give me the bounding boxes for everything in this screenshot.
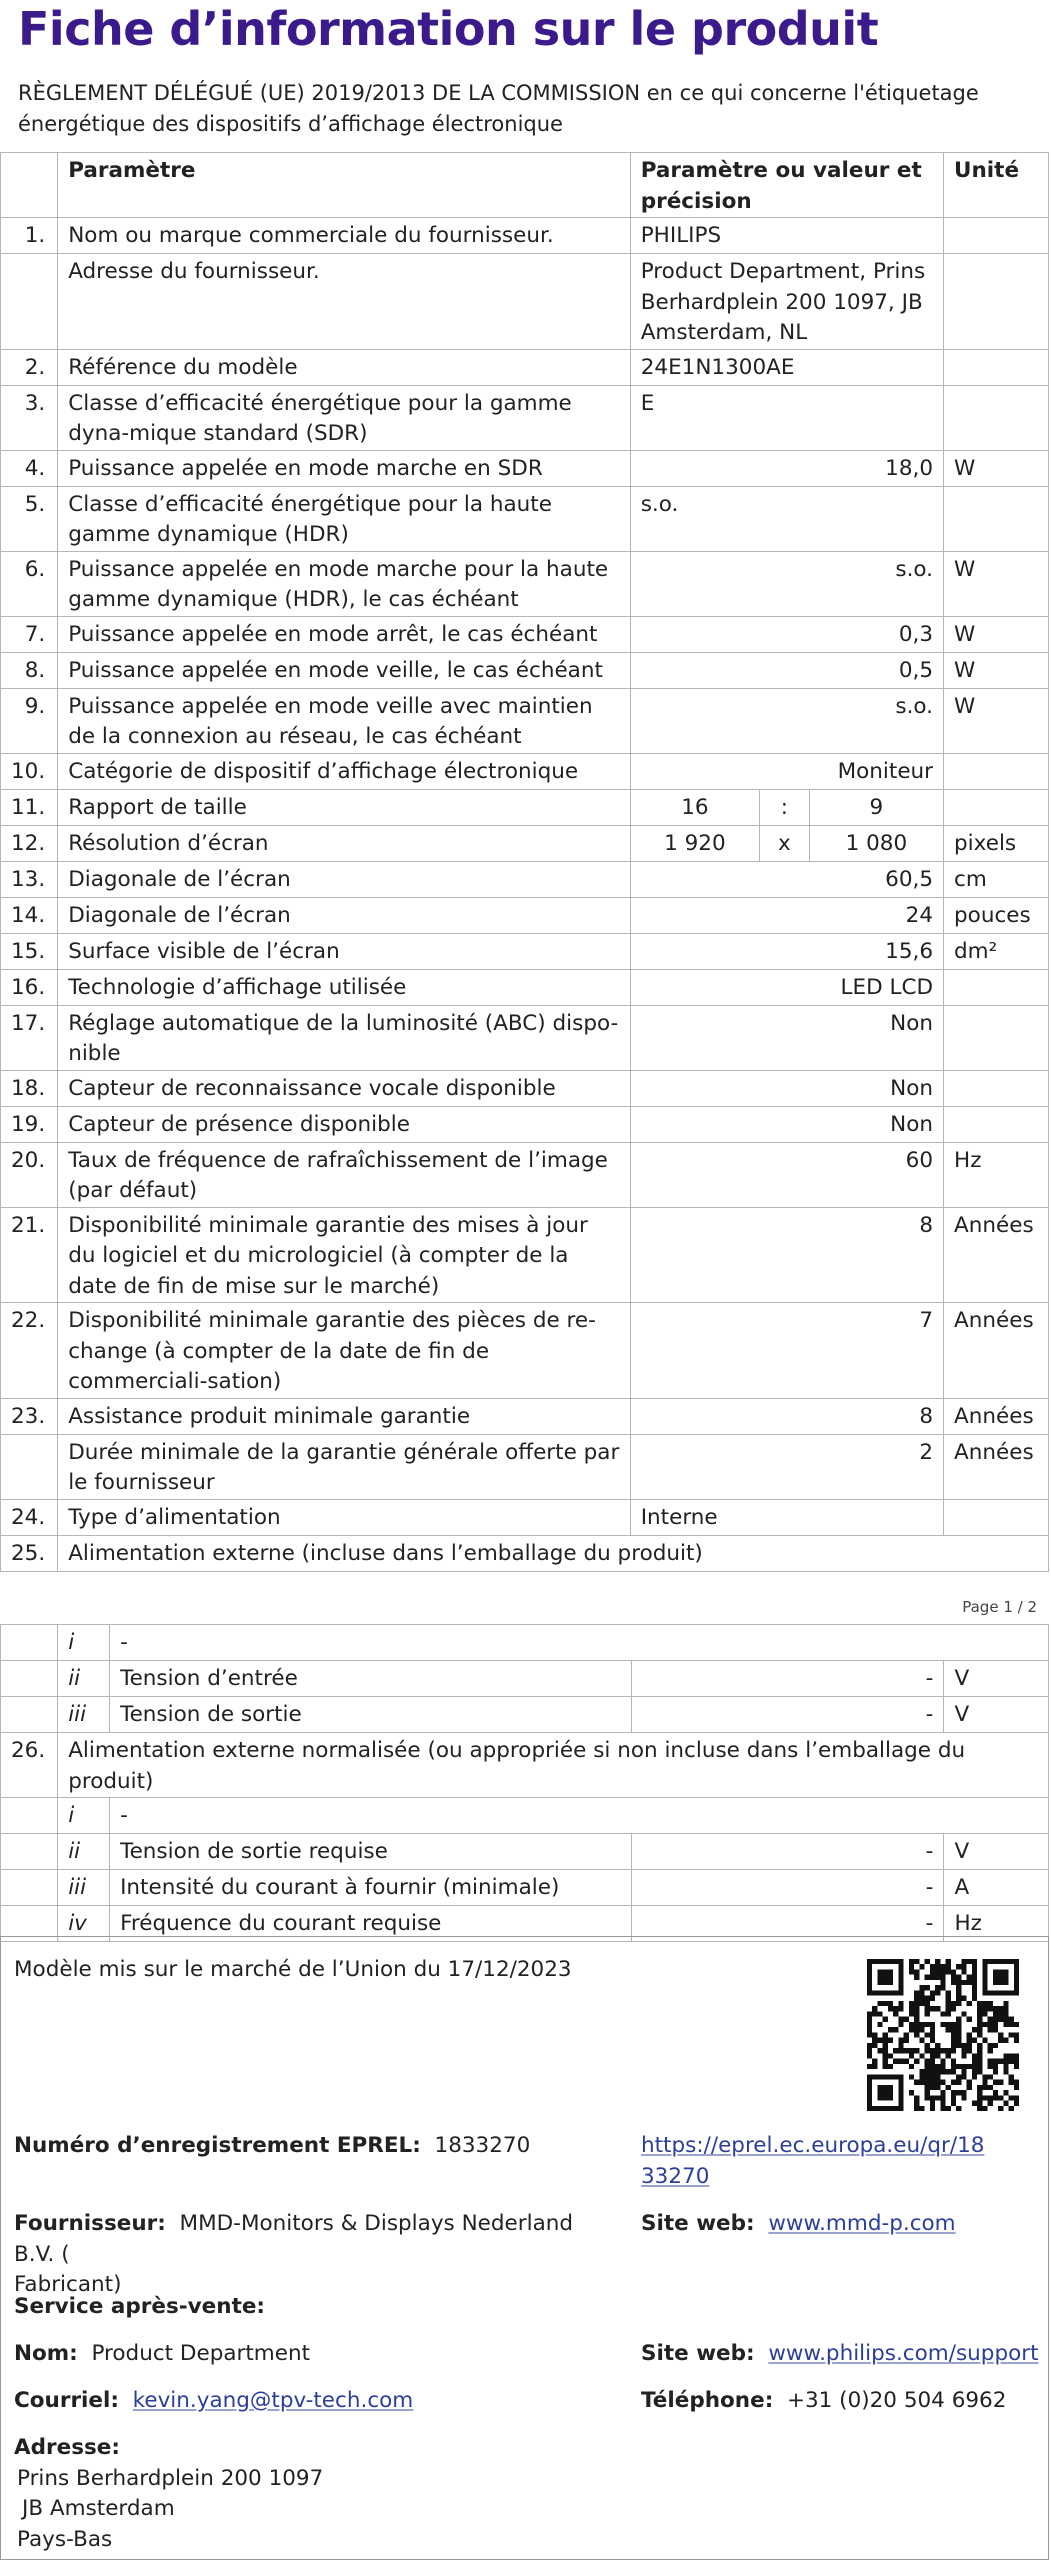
- email-label: Courriel:: [14, 2388, 119, 2413]
- row-number: 1.: [1, 218, 58, 254]
- row-param: Tension d’entrée: [110, 1661, 632, 1697]
- row-unit: Hz: [944, 1142, 1049, 1207]
- row-roman-index: i: [58, 1625, 110, 1661]
- row-value: PHILIPS: [630, 218, 943, 254]
- page-title: Fiche d’information sur le produit: [18, 2, 879, 56]
- row-unit: Années: [944, 1207, 1049, 1303]
- row-number: 24.: [1, 1499, 58, 1535]
- row-unit: V: [944, 1834, 1049, 1870]
- ratio-width: 16: [630, 789, 759, 825]
- table-header-row: [1, 153, 1049, 218]
- row-value: 60,5: [630, 861, 943, 897]
- row-param: -: [110, 1625, 1049, 1661]
- resolution-separator: x: [760, 825, 810, 861]
- row-unit: W: [944, 652, 1049, 688]
- table-row: [1, 861, 1049, 897]
- row-unit: [944, 753, 1049, 789]
- row-param: Technologie d’affichage utilisée: [58, 969, 631, 1005]
- row-number-empty: [1, 1870, 58, 1906]
- row-unit: A: [944, 1870, 1049, 1906]
- row-number-empty: [1, 1834, 58, 1870]
- row-number: [1, 254, 58, 350]
- row-param: Puissance appelée en mode veille, le cas échéant: [58, 652, 631, 688]
- row-unit: dm²: [944, 933, 1049, 969]
- phone-label: Téléphone:: [641, 2388, 774, 2413]
- row-roman-index: iii: [58, 1697, 110, 1733]
- address-line-3: Pays-Bas: [17, 2526, 113, 2552]
- row-number: 14.: [1, 897, 58, 933]
- page-number: Page 1 / 2: [962, 1598, 1037, 1616]
- row-value: -: [631, 1661, 944, 1697]
- row-unit: [944, 486, 1049, 551]
- table-row-ratio: [1, 789, 1049, 825]
- row-number: 22.: [1, 1303, 58, 1399]
- row-param: Réglage automatique de la luminosité (ABC) dispo-nible: [58, 1005, 631, 1070]
- row-param: Tension de sortie: [110, 1697, 632, 1733]
- row-number-empty: [1, 1697, 58, 1733]
- row-unit: pouces: [944, 897, 1049, 933]
- row-value: Non: [630, 1005, 943, 1070]
- row-number: 20.: [1, 1142, 58, 1207]
- row-number: [1, 1434, 58, 1499]
- table-row: [1, 688, 1049, 753]
- website-row-1: [641, 2209, 956, 2240]
- table-row: [1, 1106, 1049, 1142]
- table-row-resolution: [1, 825, 1049, 861]
- row-value: Non: [630, 1106, 943, 1142]
- row-param: Puissance appelée en mode marche en SDR: [58, 450, 631, 486]
- row-value: s.o.: [630, 688, 943, 753]
- row-unit: W: [944, 616, 1049, 652]
- row-roman-index: ii: [58, 1834, 110, 1870]
- eprel-link[interactable]: [641, 2131, 984, 2192]
- row-unit: [944, 969, 1049, 1005]
- address-block: [14, 2433, 323, 2555]
- row-number: 8.: [1, 652, 58, 688]
- row-unit: W: [944, 450, 1049, 486]
- row-number: 21.: [1, 1207, 58, 1303]
- qr-code-icon: [867, 1959, 1019, 2111]
- row-param: Catégorie de dispositif d’affichage électronique: [58, 753, 631, 789]
- row-param: Résolution d’écran: [58, 825, 631, 861]
- row-value: 24: [630, 897, 943, 933]
- website-row-2: [641, 2339, 1039, 2370]
- row-value: -: [631, 1906, 944, 1942]
- eprel-link-line-2[interactable]: 33270: [641, 2163, 710, 2189]
- row-param: Capteur de reconnaissance vocale disponible: [58, 1070, 631, 1106]
- row-param: Assistance produit minimale garantie: [58, 1398, 631, 1434]
- row-unit: W: [944, 551, 1049, 616]
- row-param: Rapport de taille: [58, 789, 631, 825]
- row-number: 2.: [1, 349, 58, 385]
- row-number: 17.: [1, 1005, 58, 1070]
- ratio-height: 9: [809, 789, 943, 825]
- row-value: -: [631, 1870, 944, 1906]
- table-row: [1, 254, 1049, 350]
- header-num: [1, 153, 58, 218]
- row-value: 24E1N1300AE: [630, 349, 943, 385]
- row-number: 3.: [1, 385, 58, 450]
- row-value: Moniteur: [630, 753, 943, 789]
- row-param: Tension de sortie requise: [110, 1834, 632, 1870]
- phone-row: [641, 2386, 1006, 2417]
- row-param: Classe d’efficacité énergétique pour la gamme dyna-mique standard (SDR): [58, 385, 631, 450]
- row-param: Durée minimale de la garantie générale offerte par le fournisseur: [58, 1434, 631, 1499]
- row-param: Disponibilité minimale garantie des pièces de re-change (à compter de la date de fin de commerciali-sation): [58, 1303, 631, 1399]
- sub-row: [1, 1697, 1049, 1733]
- row-unit: [944, 385, 1049, 450]
- market-date: Modèle mis sur le marché de l’Union du 17/12/2023: [14, 1957, 572, 1982]
- row-number: 23.: [1, 1398, 58, 1434]
- row-value: 2: [630, 1434, 943, 1499]
- table-row: [1, 1142, 1049, 1207]
- row-unit: Hz: [944, 1906, 1049, 1942]
- row-value: 60: [630, 1142, 943, 1207]
- row-value: 0,5: [630, 652, 943, 688]
- table-row: [1, 218, 1049, 254]
- row-unit: W: [944, 688, 1049, 753]
- row-param: Classe d’efficacité énergétique pour la haute gamme dynamique (HDR): [58, 486, 631, 551]
- table-row: [1, 450, 1049, 486]
- row-param: Intensité du courant à fournir (minimale): [110, 1870, 632, 1906]
- table-row: [1, 969, 1049, 1005]
- table-row: [1, 349, 1049, 385]
- table-row: [1, 1005, 1049, 1070]
- row-param: Disponibilité minimale garantie des mises à jour du logiciel et du micrologiciel (à compter de la date de fin de mise sur le marché): [58, 1207, 631, 1303]
- row-number: 10.: [1, 753, 58, 789]
- eprel-number: 1833270: [434, 2133, 531, 2158]
- sub-row: [1, 1798, 1049, 1834]
- row-param: Taux de fréquence de rafraîchissement de l’image (par défaut): [58, 1142, 631, 1207]
- eprel-link-line-1[interactable]: https://eprel.ec.europa.eu/qr/18: [641, 2133, 985, 2158]
- row-value: LED LCD: [630, 969, 943, 1005]
- sub-row: [1, 1870, 1049, 1906]
- row-param: Puissance appelée en mode marche pour la haute gamme dynamique (HDR), le cas échéant: [58, 551, 631, 616]
- registration-info-box: [0, 1936, 1049, 2560]
- name-label: Nom:: [14, 2341, 78, 2366]
- row-number: 13.: [1, 861, 58, 897]
- row-unit: V: [944, 1697, 1049, 1733]
- row-number: 12.: [1, 825, 58, 861]
- table-row: [1, 1207, 1049, 1303]
- row-param: Puissance appelée en mode veille avec maintien de la connexion au réseau, le cas échéant: [58, 688, 631, 753]
- sub-row: [1, 1834, 1049, 1870]
- row-value: Interne: [630, 1499, 943, 1535]
- row-param: Diagonale de l’écran: [58, 861, 631, 897]
- row-param: Adresse du fournisseur.: [58, 254, 631, 350]
- row-number: 11.: [1, 789, 58, 825]
- website-label: Site web:: [641, 2341, 755, 2366]
- header-param: Paramètre: [58, 153, 631, 218]
- table-row: [1, 1398, 1049, 1434]
- resolution-height: 1 080: [809, 825, 943, 861]
- row-param: Diagonale de l’écran: [58, 897, 631, 933]
- table-row: [1, 551, 1049, 616]
- email-row: [14, 2386, 413, 2417]
- row-param: Référence du modèle: [58, 349, 631, 385]
- row-unit: [944, 789, 1049, 825]
- row-param: Alimentation externe (incluse dans l’emballage du produit): [58, 1535, 1049, 1571]
- row-number: 25.: [1, 1535, 58, 1571]
- table-row: [1, 933, 1049, 969]
- row-number: 7.: [1, 616, 58, 652]
- supplier-value-1: MMD-Monitors & Displays Nederland B.V. (: [14, 2211, 574, 2267]
- row-unit: [944, 1106, 1049, 1142]
- row-roman-index: i: [58, 1798, 110, 1834]
- row-value: -: [631, 1697, 944, 1733]
- row-unit: [944, 349, 1049, 385]
- row-number: 18.: [1, 1070, 58, 1106]
- table-row: [1, 385, 1049, 450]
- table-row-25: [1, 1535, 1049, 1571]
- row-number-empty: [1, 1661, 58, 1697]
- row-unit: Années: [944, 1303, 1049, 1399]
- row-unit: cm: [944, 861, 1049, 897]
- row-param: Puissance appelée en mode arrêt, le cas échéant: [58, 616, 631, 652]
- row-value: Product Department, Prins Berhardplein 200 1097, JB Amsterdam, NL: [630, 254, 943, 350]
- address-line-2: JB Amsterdam: [22, 2496, 175, 2521]
- row-number: 4.: [1, 450, 58, 486]
- name-value: Product Department: [91, 2341, 311, 2366]
- website-label: Site web:: [641, 2211, 755, 2236]
- sub-row: [1, 1661, 1049, 1697]
- row-number: 6.: [1, 551, 58, 616]
- row-unit: Années: [944, 1434, 1049, 1499]
- row-param: Alimentation externe normalisée (ou appropriée si non incluse dans l’emballage du produit): [58, 1733, 1049, 1798]
- row-number: 5.: [1, 486, 58, 551]
- row-param: Nom ou marque commerciale du fournisseur.: [58, 218, 631, 254]
- row-value: 0,3: [630, 616, 943, 652]
- row-unit: [944, 1070, 1049, 1106]
- row-unit: [944, 1005, 1049, 1070]
- row-value: -: [631, 1834, 944, 1870]
- header-value: Paramètre ou valeur et précision: [630, 153, 943, 218]
- row-number: 19.: [1, 1106, 58, 1142]
- row-roman-index: ii: [58, 1661, 110, 1697]
- table-row: [1, 486, 1049, 551]
- table-row: [1, 1070, 1049, 1106]
- eprel-row: [14, 2131, 530, 2162]
- sub-row: [1, 1625, 1049, 1661]
- row-param: Fréquence du courant requise: [110, 1906, 632, 1942]
- row-roman-index: iii: [58, 1870, 110, 1906]
- website-link-philips[interactable]: www.philips.com/support: [768, 2341, 1039, 2366]
- row-param: Capteur de présence disponible: [58, 1106, 631, 1142]
- table-row: [1, 616, 1049, 652]
- table-row: [1, 652, 1049, 688]
- row-value: 8: [630, 1207, 943, 1303]
- row-number: 9.: [1, 688, 58, 753]
- row-param: Type d’alimentation: [58, 1499, 631, 1535]
- row-unit: V: [944, 1661, 1049, 1697]
- regulation-subtitle: RÈGLEMENT DÉLÉGUÉ (UE) 2019/2013 DE LA COMMISSION en ce qui concerne l'étiquetage énergétique des dispositifs d’affichage électronique: [18, 81, 979, 136]
- supplier-label: Fournisseur:: [14, 2211, 166, 2236]
- row-unit: [944, 218, 1049, 254]
- contact-name-row: [14, 2339, 310, 2370]
- table-row: [1, 753, 1049, 789]
- address-label: Adresse:: [14, 2435, 120, 2460]
- row-number: 26.: [1, 1733, 58, 1798]
- row-param: -: [110, 1798, 1049, 1834]
- row-param: Surface visible de l’écran: [58, 933, 631, 969]
- email-link[interactable]: kevin.yang@tpv-tech.com: [132, 2388, 414, 2413]
- row-value: s.o.: [630, 551, 943, 616]
- phone-value: +31 (0)20 504 6962: [786, 2388, 1007, 2413]
- row-number-empty: [1, 1625, 58, 1661]
- table-row-24: [1, 1499, 1049, 1535]
- row-value: 8: [630, 1398, 943, 1434]
- row-value: 18,0: [630, 450, 943, 486]
- row-value: 7: [630, 1303, 943, 1399]
- row-roman-index: iv: [58, 1906, 110, 1942]
- row-unit: pixels: [944, 825, 1049, 861]
- address-line-1: Prins Berhardplein 200 1097: [17, 2465, 324, 2491]
- eprel-label: Numéro d’enregistrement EPREL:: [14, 2133, 421, 2158]
- resolution-width: 1 920: [630, 825, 759, 861]
- row-number-empty: [1, 1798, 58, 1834]
- table-row: [1, 897, 1049, 933]
- service-heading: [14, 2292, 265, 2323]
- row-unit: [944, 254, 1049, 350]
- row-value: Non: [630, 1070, 943, 1106]
- supplier-row: [14, 2209, 614, 2301]
- website-link-mmd[interactable]: www.mmd-p.com: [768, 2211, 956, 2236]
- row-value: s.o.: [630, 486, 943, 551]
- ratio-separator: :: [760, 789, 810, 825]
- supplier-value-2: Fabricant): [14, 2272, 122, 2297]
- row-value: E: [630, 385, 943, 450]
- header-unit: Unité: [944, 153, 1049, 218]
- product-parameters-table: [0, 152, 1049, 1572]
- row-unit: Années: [944, 1398, 1049, 1434]
- row-number: 15.: [1, 933, 58, 969]
- row-number: 16.: [1, 969, 58, 1005]
- power-supply-table: [0, 1624, 1049, 1942]
- table-row: [1, 1434, 1049, 1499]
- row-unit: [944, 1499, 1049, 1535]
- table-row: [1, 1303, 1049, 1399]
- row-value: 15,6: [630, 933, 943, 969]
- table-row-26: [1, 1733, 1049, 1798]
- service-label: Service après-vente:: [14, 2294, 266, 2319]
